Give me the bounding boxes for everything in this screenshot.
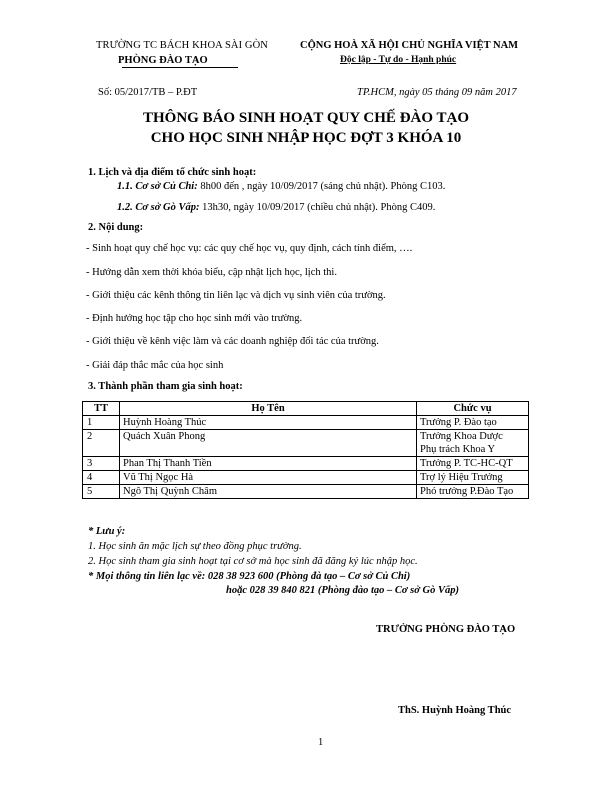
signature-name: ThS. Huỳnh Hoàng Thúc	[398, 705, 512, 716]
department-name: PHÒNG ĐÀO TẠO	[118, 55, 208, 66]
table-row	[83, 430, 529, 457]
school-name: TRƯỜNG TC BÁCH KHOA SÀI GÒN	[96, 40, 268, 51]
schedule-label: 1.2. Cơ sở Gò Vấp:	[117, 202, 200, 213]
content-item: - Sinh hoạt quy chế học vụ: các quy chế học vụ, quy định, cách tính điểm, ….	[86, 243, 413, 254]
section2-heading: 2. Nội dung:	[88, 222, 144, 233]
schedule-item-go-vap	[117, 202, 435, 213]
schedule-text: 13h30, ngày 10/09/2017 (chiều chủ nhật). Phòng C409.	[199, 202, 436, 213]
row-number: 4	[83, 471, 120, 485]
note-contact-alt: hoặc 028 39 840 821 (Phòng đào tạo – Cơ sở Gò Vấp)	[226, 585, 459, 596]
row-name: Phan Thị Thanh Tiền	[120, 457, 417, 471]
note-line: 2. Học sinh tham gia sinh hoạt tại cơ sở mà học sinh đã đăng ký lúc nhập học.	[88, 556, 418, 567]
nation-motto: Độc lập - Tự do - Hạnh phúc	[340, 55, 457, 65]
content-item: - Giới thiệu về kênh việc làm và các doanh nghiệp đối tác của trường.	[86, 336, 379, 347]
row-role: Trưởng P. Đào tạo	[417, 416, 529, 430]
row-role: Trợ lý Hiệu Trưởng	[417, 471, 529, 485]
signature-role: TRƯỞNG PHÒNG ĐÀO TẠO	[376, 624, 516, 635]
column-header-role: Chức vụ	[417, 402, 529, 416]
row-number: 5	[83, 485, 120, 499]
nation-title: CỘNG HOÀ XÃ HỘI CHỦ NGHĨA VIỆT NAM	[300, 40, 519, 51]
section3-heading: 3. Thành phần tham gia sinh hoạt:	[88, 381, 243, 392]
note-line: 1. Học sinh ăn mặc lịch sự theo đồng phục trường.	[88, 541, 302, 552]
row-role	[417, 430, 529, 457]
table-row	[83, 485, 529, 499]
page-number: 1	[318, 737, 324, 748]
section1-heading: 1. Lịch và địa điểm tổ chức sinh hoạt:	[88, 167, 257, 178]
document-number: Số: 05/2017/TB – P.ĐT	[98, 87, 198, 98]
row-role: Trưởng P. TC-HC-QT	[417, 457, 529, 471]
row-number: 3	[83, 457, 120, 471]
row-name: Huỳnh Hoàng Thúc	[120, 416, 417, 430]
table-header-row	[83, 402, 529, 416]
content-item: - Giải đáp thắc mắc của học sinh	[86, 360, 224, 371]
notes-heading: * Lưu ý:	[88, 526, 126, 537]
note-contact: * Mọi thông tin liên lạc về: 028 38 923 600 (Phòng đà tạo – Cơ sở Củ Chi)	[88, 571, 411, 582]
table-row	[83, 457, 529, 471]
row-role-line2: Phụ trách Khoa Y	[420, 444, 496, 455]
schedule-label: 1.1. Cơ sở Củ Chi:	[117, 181, 198, 192]
row-role-line1: Trưởng Khoa Dược	[420, 431, 503, 442]
row-name: Ngô Thị Quỳnh Châm	[120, 485, 417, 499]
schedule-item-cu-chi	[117, 181, 445, 192]
table-row	[83, 471, 529, 485]
department-underline	[122, 67, 238, 68]
place-date: TP.HCM, ngày 05 tháng 09 năm 2017	[357, 87, 517, 98]
row-role: Phó trưởng P.Đào Tạo	[417, 485, 529, 499]
document-title-line1: THÔNG BÁO SINH HOẠT QUY CHẾ ĐÀO TẠO	[142, 110, 470, 126]
content-item: - Giới thiệu các kênh thông tin liên lạc và dịch vụ sinh viên của trường.	[86, 290, 386, 301]
participants-table	[82, 401, 529, 499]
content-item: - Hướng dẫn xem thời khóa biểu, cập nhật lịch học, lịch thi.	[86, 267, 337, 278]
document-title-line2: CHO HỌC SINH NHẬP HỌC ĐỢT 3 KHÓA 10	[150, 130, 462, 146]
content-item: - Định hướng học tập cho học sinh mới vào trường.	[86, 313, 303, 324]
row-name: Quách Xuân Phong	[120, 430, 417, 457]
row-name: Vũ Thị Ngọc Hà	[120, 471, 417, 485]
row-number: 2	[83, 430, 120, 457]
column-header-tt: TT	[83, 402, 120, 416]
schedule-text: 8h00 đến , ngày 10/09/2017 (sáng chủ nhật). Phòng C103.	[197, 181, 446, 192]
table-row	[83, 416, 529, 430]
column-header-name: Họ Tên	[120, 402, 417, 416]
row-number: 1	[83, 416, 120, 430]
